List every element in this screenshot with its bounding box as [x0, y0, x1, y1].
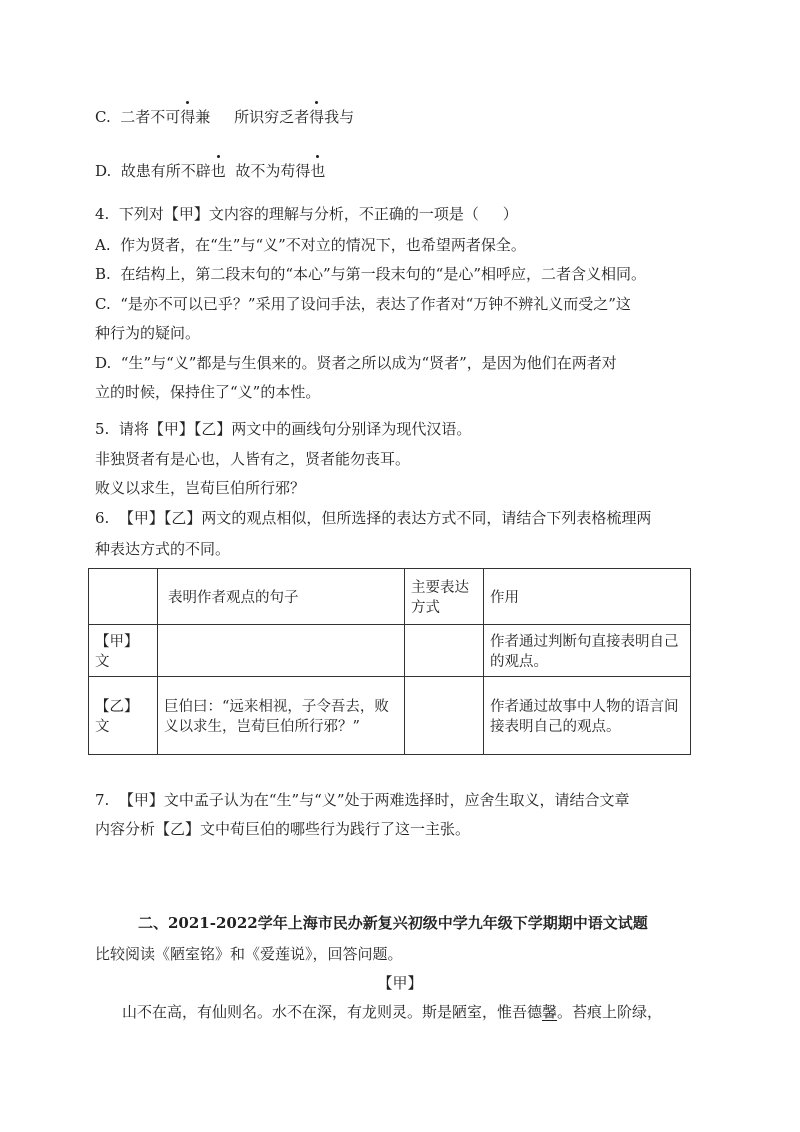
- q6-comparison-table: [88, 568, 691, 755]
- table-header-cell: 表明作者观点的句子: [158, 569, 405, 625]
- q4-option-a: A. 作为贤者，在“生”与“义”不对立的情况下，也希望两者保全。: [95, 236, 526, 254]
- method-cell: [405, 677, 484, 755]
- q3-d-dotted-2: 也: [310, 162, 326, 180]
- section-title: 二、2021-2022学年上海市民办新复兴初级中学九年级下学期期中语文试题: [138, 914, 648, 932]
- q6-stem-line2: 种表达方式的不同。: [95, 540, 231, 558]
- table-header-cell: [89, 569, 158, 625]
- q4-option-b: B. 在结构上，第二段末句的“本心”与第一段末句的“是心”相呼应，二者含义相同。: [95, 265, 647, 283]
- q5-sentence-2: 败义以求生，岂荀巨伯所行邪？: [95, 479, 306, 497]
- passage-line1: [122, 1001, 662, 1023]
- q3-option-d: [95, 160, 325, 182]
- q5-sentence-1: 非独贤者有是心也，人皆有之，贤者能勿丧耳。: [95, 450, 411, 468]
- effect-cell: 作者通过故事中人物的语言间接表明自己的观点。: [484, 677, 691, 755]
- q4-stem: 4. 下列对【甲】文内容的理解与分析，不正确的一项是（ ）: [95, 205, 518, 223]
- q3-c-dotted-1: 得: [180, 108, 196, 126]
- row-label: 【甲】文: [89, 625, 158, 677]
- q3-c-prefix: C. 二者不可: [95, 108, 181, 126]
- underlined-word: 馨: [542, 1003, 558, 1021]
- sentence-cell: [158, 625, 405, 677]
- method-cell: [405, 625, 484, 677]
- q3-d-dotted-1: 也: [210, 162, 226, 180]
- q4-option-d-line1: D. “生”与“义”都是与生俱来的。贤者之所以成为“贤者”，是因为他们在两者对: [95, 354, 617, 372]
- table-header-cell: 作用: [484, 569, 691, 625]
- q3-d-mid: 故不为苟得: [225, 162, 311, 180]
- q5-stem: 5. 请将【甲】【乙】两文中的画线句分别译为现代汉语。: [95, 420, 472, 438]
- q6-stem-line1: 6. 【甲】【乙】两文的观点相似，但所选择的表达方式不同，请结合下列表格梳理两: [95, 509, 652, 527]
- q3-c-dotted-2: 得: [309, 108, 325, 126]
- table-row: [89, 677, 691, 755]
- table-header-row: [89, 569, 691, 625]
- q7-line1: 7. 【甲】文中孟子认为在“生”与“义”处于两难选择时，应舍生取义，请结合文章: [95, 791, 630, 809]
- q4-option-c-line1: C. “是亦不可以已乎？”采用了设问手法，表达了作者对“万钟不辨礼义而受之”这: [95, 295, 631, 313]
- passage-label: 【甲】: [377, 974, 423, 992]
- passage-text-end: 。苔痕上阶绿，: [557, 1003, 663, 1021]
- table-row: [89, 625, 691, 677]
- table-header-cell: 主要表达方式: [405, 569, 484, 625]
- sentence-cell: 巨伯曰：“远来相视，子令吾去，败义以求生，岂荀巨伯所行邪？”: [158, 677, 405, 755]
- q3-option-c: [95, 106, 354, 128]
- section-instruction: 比较阅读《陋室铭》和《爱莲说》，回答问题。: [95, 945, 403, 963]
- q7-line2: 内容分析【乙】文中荀巨伯的哪些行为践行了这一主张。: [95, 820, 471, 838]
- q4-option-c-line2: 种行为的疑问。: [95, 324, 201, 342]
- passage-text: 山不在高，有仙则名。水不在深，有龙则灵。斯是陋室，惟吾德: [122, 1003, 543, 1021]
- q3-d-prefix: D. 故患有所不辟: [95, 162, 211, 180]
- q3-c-suffix: 我与: [324, 108, 355, 126]
- effect-cell: 作者通过判断句直接表明自己的观点。: [484, 625, 691, 677]
- q3-c-mid: 兼 所识穷乏者: [195, 108, 310, 126]
- row-label: 【乙】文: [89, 677, 158, 755]
- q4-option-d-line2: 立的时候，保持住了“义”的本性。: [95, 383, 321, 401]
